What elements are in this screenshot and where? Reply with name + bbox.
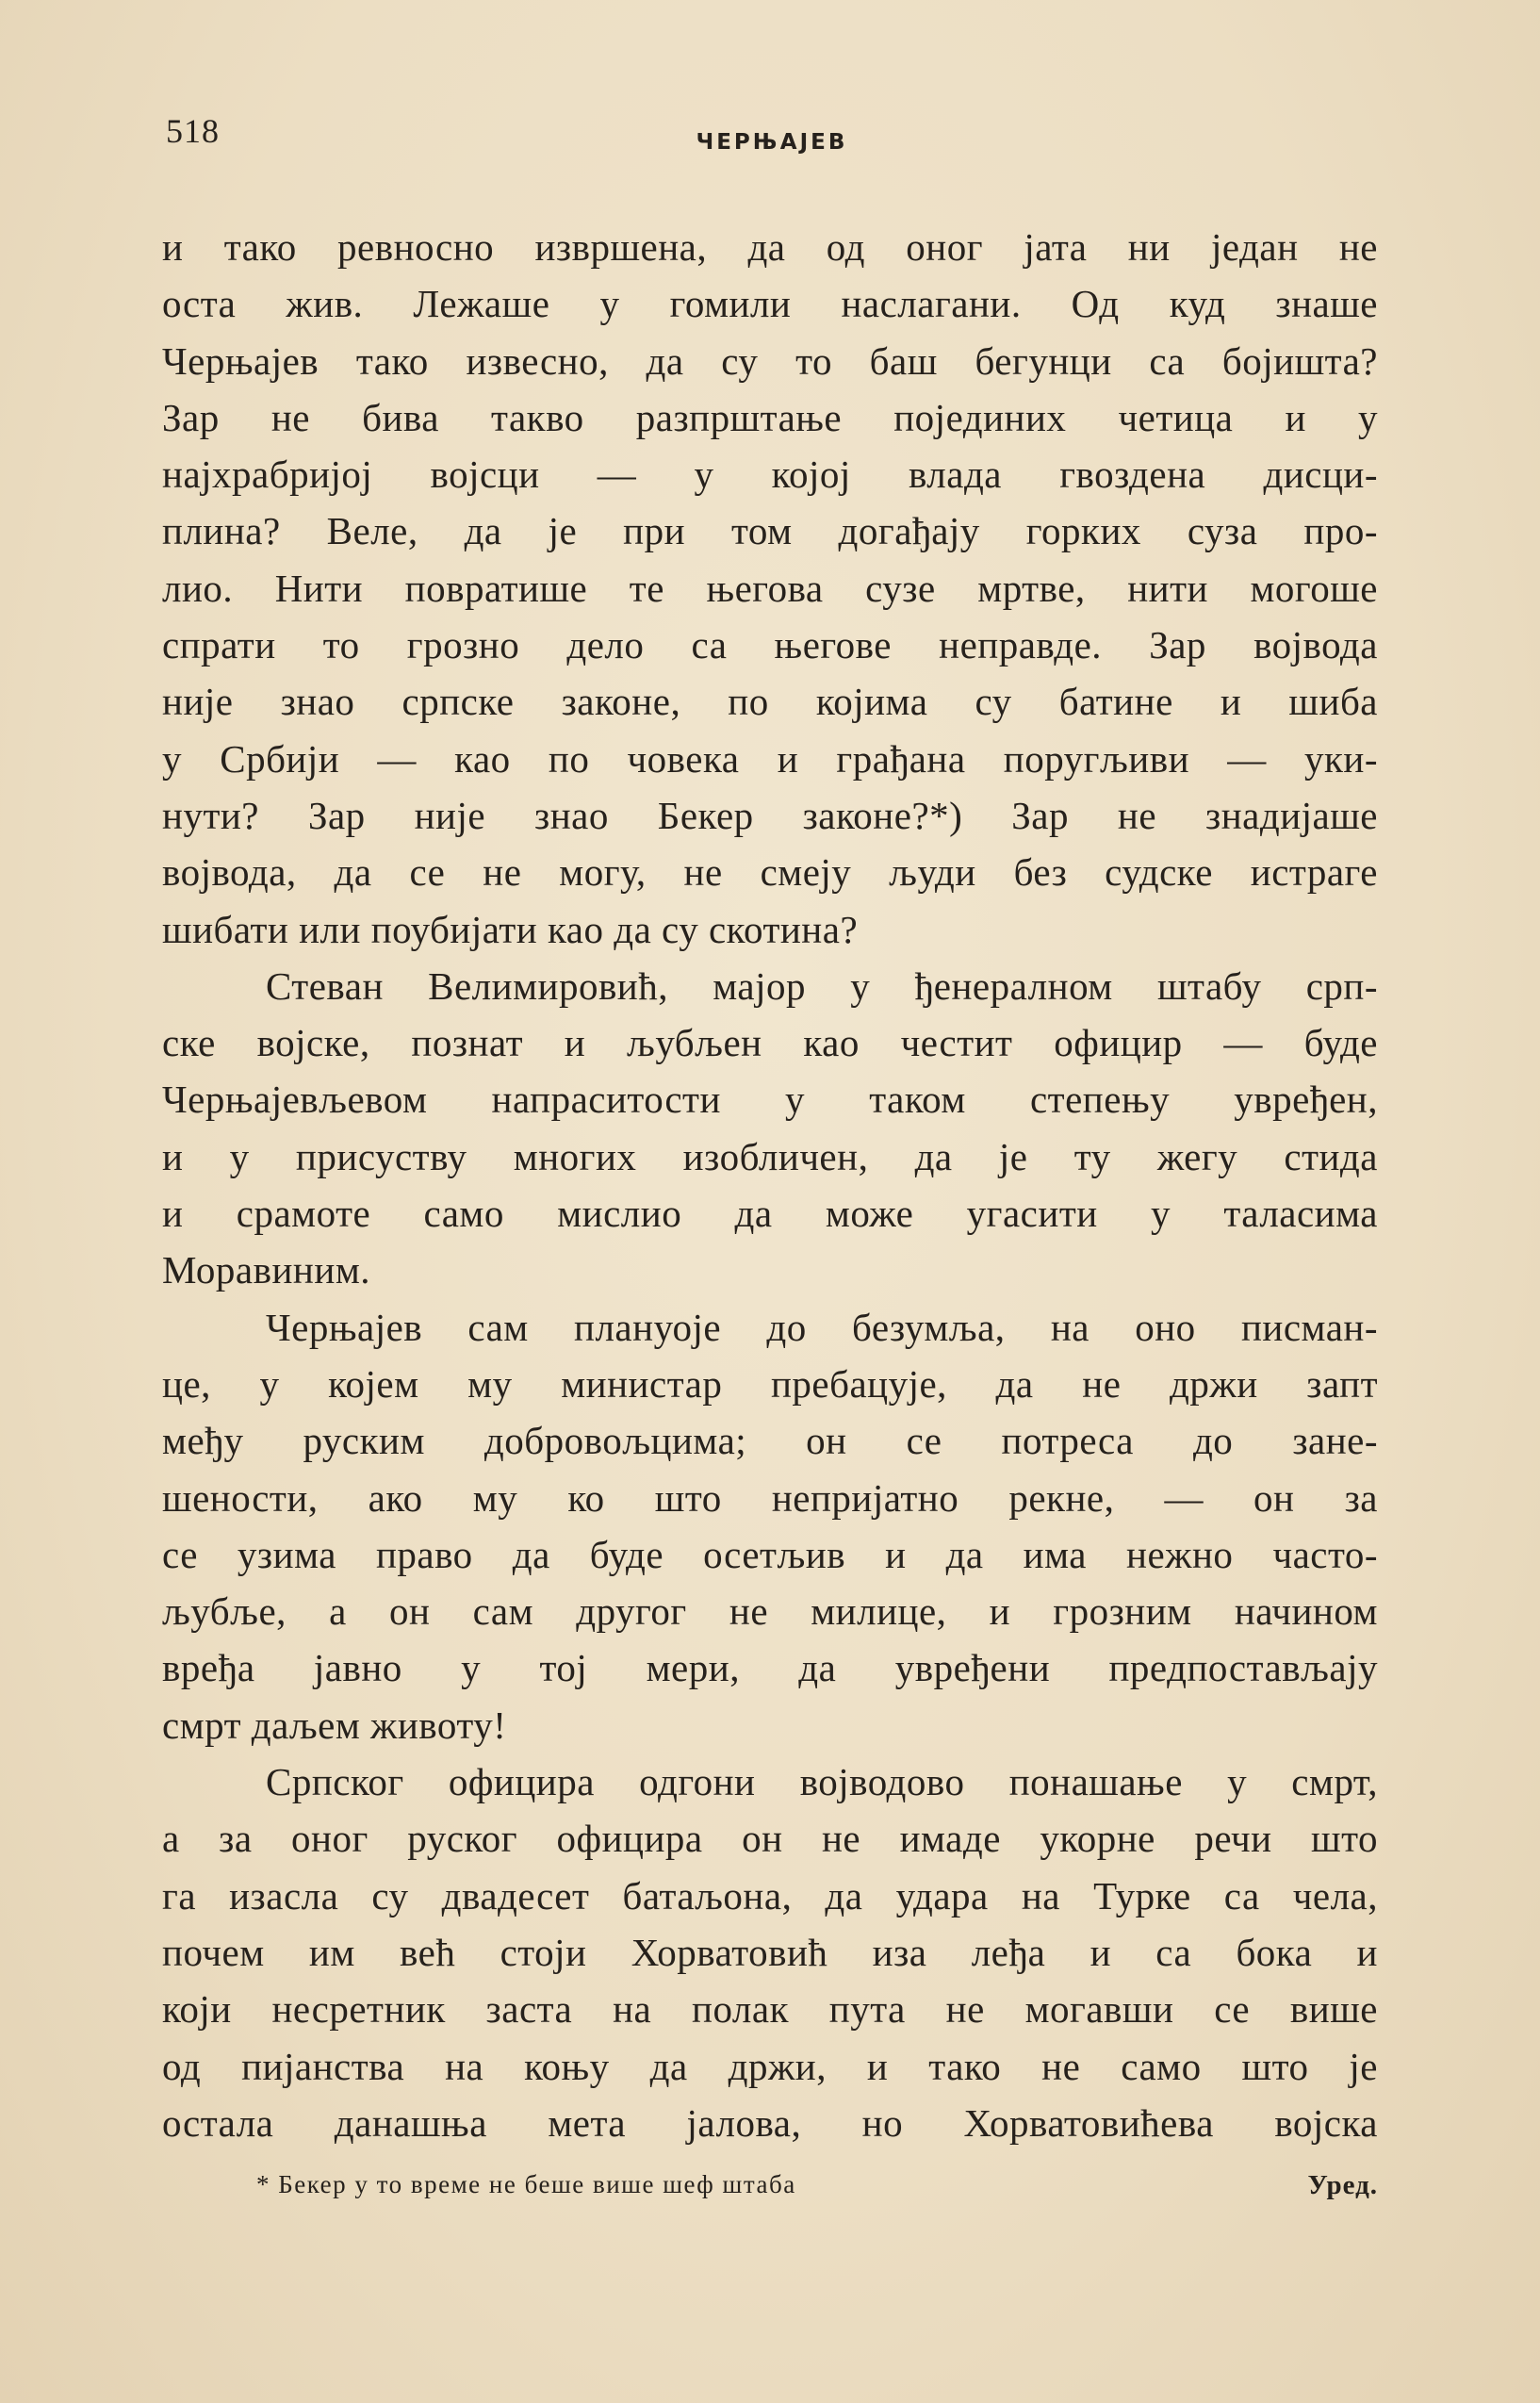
running-title: ЧЕРЊАЈЕВ xyxy=(696,130,848,155)
text-line: ске војске, познат и љубљен као честит официр — буде xyxy=(162,1021,1378,1065)
text-line: најхрабријој војсци — у којој влада гвоздена дисци- xyxy=(162,453,1378,497)
text-line: шености, ако му ко што непријатно рекне, — он за xyxy=(162,1475,1378,1520)
text-line: љубље, а он сам другог не милице, и грозним начином xyxy=(162,1589,1378,1634)
text-line: војвода, да се не могу, не смеју људи без судске истраге xyxy=(162,850,1378,895)
text-line: који несретник заста на полак пута не могавши се више xyxy=(162,1987,1378,2032)
text-line: Стеван Велимировић, мајор у ђенералном штабу срп- xyxy=(266,963,1378,1008)
text-line: лио. Нити повратише те његова сузе мртве, нити могоше xyxy=(162,566,1378,610)
text-line: Черњајев тако извесно, да су то баш бегунци са бојишта? xyxy=(162,338,1378,383)
body-text xyxy=(162,219,1378,2151)
text-line: није знао српске законе, по којима су батине и шиба xyxy=(162,680,1378,724)
text-line: и срамоте само мислио да може угасити у таласима xyxy=(162,1192,1378,1236)
text-line: Черњајев сам плануоје до безумља, на оно писман- xyxy=(266,1305,1378,1349)
footnote xyxy=(256,2170,1378,2208)
text-line: плина? Веле, да је при том догађају горких суза про- xyxy=(162,509,1378,553)
text-line: почем им већ стоји Хорватовић иза леђа и са бока и xyxy=(162,1930,1378,1974)
text-line: а за оног руског официра он не имаде укорне речи што xyxy=(162,1817,1378,1861)
text-line: спрати то грозно дело са његове неправде. Зар војвода xyxy=(162,623,1378,667)
text-line: смрт даљем животу! xyxy=(162,1703,507,1747)
text-line: нути? Зар није знао Бекер законе?*) Зар не знадијаше xyxy=(162,793,1378,837)
text-line: и у присуству многих изобличен, да је ту жегу стида xyxy=(162,1134,1378,1178)
footnote-signature: Уред. xyxy=(1307,2170,1378,2200)
text-line: се узима право да буде осетљив и да има нежно часто- xyxy=(162,1532,1378,1576)
page-number: 518 xyxy=(166,112,220,150)
text-line: и тако ревносно извршена, да од оног јата ни један не xyxy=(162,225,1378,269)
text-line: оста жив. Лежаше у гомили наслагани. Од куд знаше xyxy=(162,282,1378,326)
text-line: остала данашња мета јалова, но Хорватовићева војска xyxy=(162,2100,1378,2145)
text-line: у Србији — као по човека и грађана поругљиви — уки- xyxy=(162,736,1378,781)
text-line: шибати или поубијати као да су скотина? xyxy=(162,907,859,951)
text-line: Черњајевљевом напраситости у таком степењу увређен, xyxy=(162,1078,1378,1122)
footnote-text: * Бекер у то време не беше више шеф штаба xyxy=(256,2170,796,2198)
text-line: Моравиним. xyxy=(162,1248,371,1292)
text-line: Зар не бива такво разпрштање појединих четица и у xyxy=(162,395,1378,439)
text-line: га изасла су двадесет батаљона, да удара на Турке са чела, xyxy=(162,1873,1378,1917)
text-line: Српског официра одгони војводово понашање у смрт, xyxy=(266,1760,1378,1804)
page-header xyxy=(166,111,1378,158)
text-line: међу руским добровољцима; он се потреса до зане- xyxy=(162,1419,1378,1463)
text-line: вређа јавно у тој мери, да увређени предпостављају xyxy=(162,1646,1378,1690)
text-line: од пијанства на коњу да држи, и тако не само што је xyxy=(162,2044,1378,2088)
text-line: це, у којем му министар пребацује, да не држи запт xyxy=(162,1361,1378,1406)
